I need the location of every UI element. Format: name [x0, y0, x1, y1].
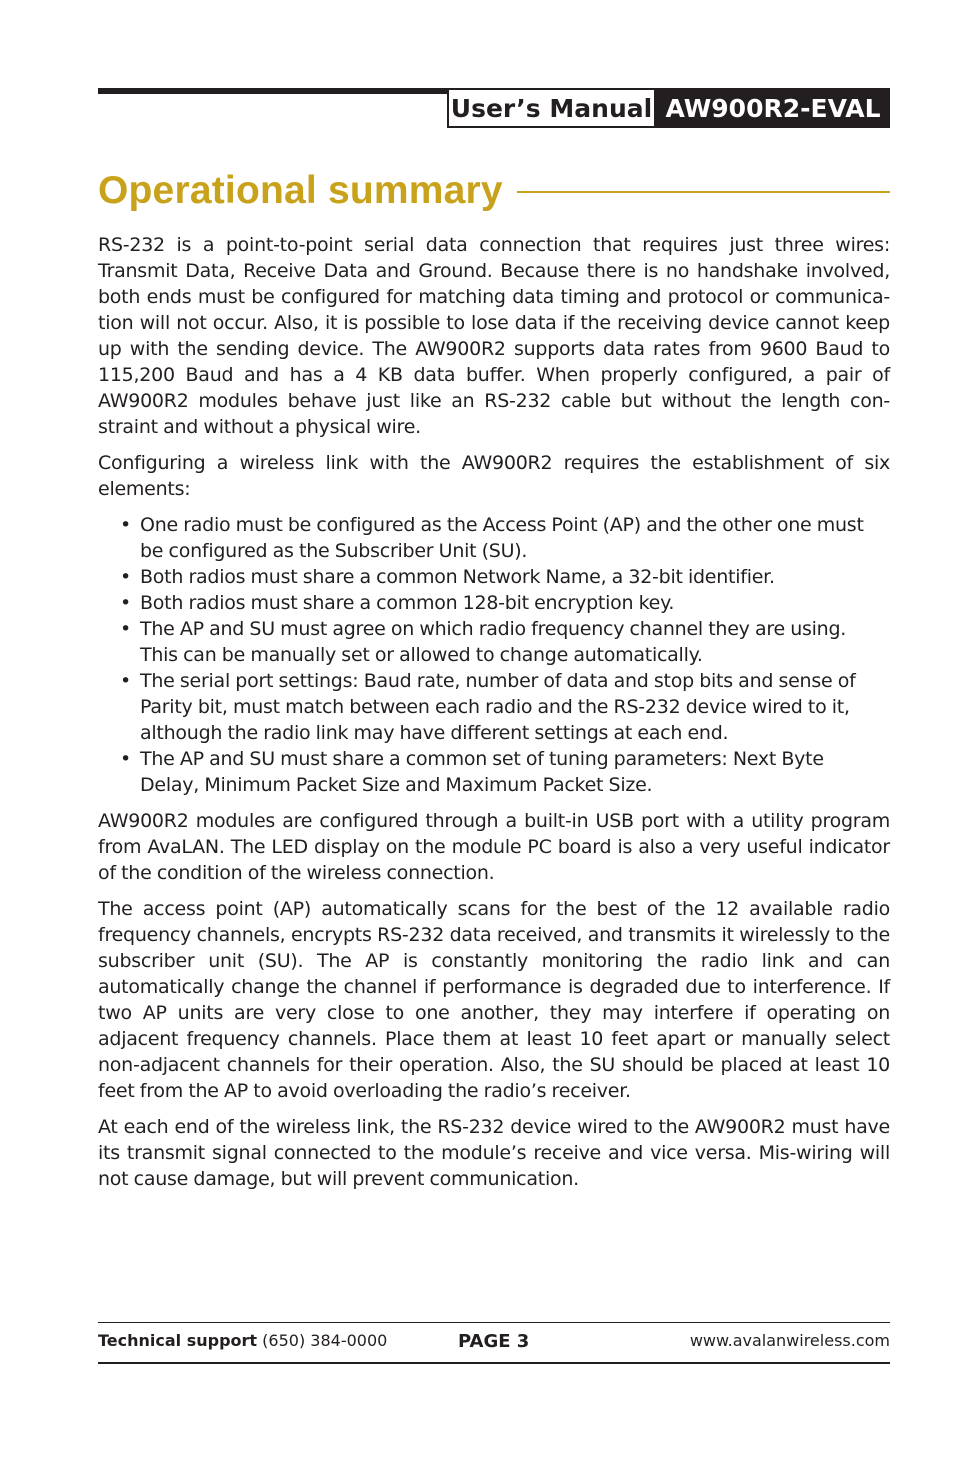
support-label: Technical support: [98, 1331, 258, 1350]
title-rule: [517, 191, 890, 193]
list-item: • The AP and SU must share a common set of tuning parameters: Next Byte Delay, Minimum Packet Size and Maximum Packet Size.: [140, 746, 890, 798]
paragraph-configuring: Configuring a wireless link with the AW900R2 requires the establishment of six elements:: [98, 452, 890, 500]
model-label: AW900R2-EVAL: [656, 88, 890, 128]
footer-support: [98, 1331, 387, 1350]
paragraph-rs232-intro: RS-232 is a point-to-point serial data connection that requires just three wires: Transmit Data, Receive Data and Ground. Because there is no handshake involved, both ends must be configured for matching data timing and protocol or communica-tion will not occur. Also, it is possible to lose data if the receiving device cannot keep up with the sending device. The AW900R2 supports data rates from 9600 Baud to 115,200 Baud and has a 4 KB data buffer. When properly configured, a pair of AW900R2 modules behave just like an RS-232 cable but without the length con-straint and without a physical wire.: [98, 234, 890, 438]
list-item: • The AP and SU must agree on which radio frequency channel they are using. This can be manually set or allowed to change automatically.: [140, 616, 890, 668]
support-phone: (650) 384-0000: [262, 1331, 388, 1350]
requirements-list: [98, 512, 890, 798]
list-item: • Both radios must share a common Network Name, a 32-bit identifier.: [140, 564, 890, 590]
paragraph-access-point: The access point (AP) automatically scans for the best of the 12 available radio frequency channels, encrypts RS-232 data received, and transmits it wirelessly to the subscriber unit (SU). The AP is constantly monitoring the radio link and can automatically change the channel if performance is degraded due to interference. If two AP units are very close to one another, they may interfere if operating on adjacent frequency channels. Place them at least 10 feet apart or manually select non-adjacent channels for their operation. Also, the SU should be placed at least 10 feet from the AP to avoid overloading the radio’s receiver.: [98, 898, 890, 1102]
footer-top-rule: [98, 1322, 890, 1323]
list-item: • One radio must be configured as the Access Point (AP) and the other one must be configured as the Subscriber Unit (SU).: [140, 512, 890, 564]
list-item: • Both radios must share a common 128-bit encryption key.: [140, 590, 890, 616]
paragraph-usb-config: AW900R2 modules are configured through a built-in USB port with a utility program from AvaLAN. The LED display on the module PC board is also a very useful indicator of the condition of the wireless connection.: [98, 810, 890, 884]
paragraph-wiring: At each end of the wireless link, the RS-232 device wired to the AW900R2 must have its transmit signal connected to the module’s receive and vice versa. Mis-wiring will not cause damage, but will prevent communication.: [98, 1116, 890, 1190]
website-link[interactable]: www.avalanwireless.com: [689, 1331, 890, 1350]
list-item: • The serial port settings: Baud rate, number of data and stop bits and sense of Parity bit, must match between each radio and the RS-232 device wired to it, although the radio link may have different settings at each end.: [140, 668, 890, 746]
body-content: [98, 232, 890, 1202]
page-title: Operational summary: [98, 169, 503, 212]
footer-bottom-rule: [98, 1362, 890, 1364]
page-number: PAGE 3: [458, 1331, 530, 1352]
users-manual-label: User’s Manual: [447, 88, 656, 128]
title-row: [98, 166, 890, 216]
